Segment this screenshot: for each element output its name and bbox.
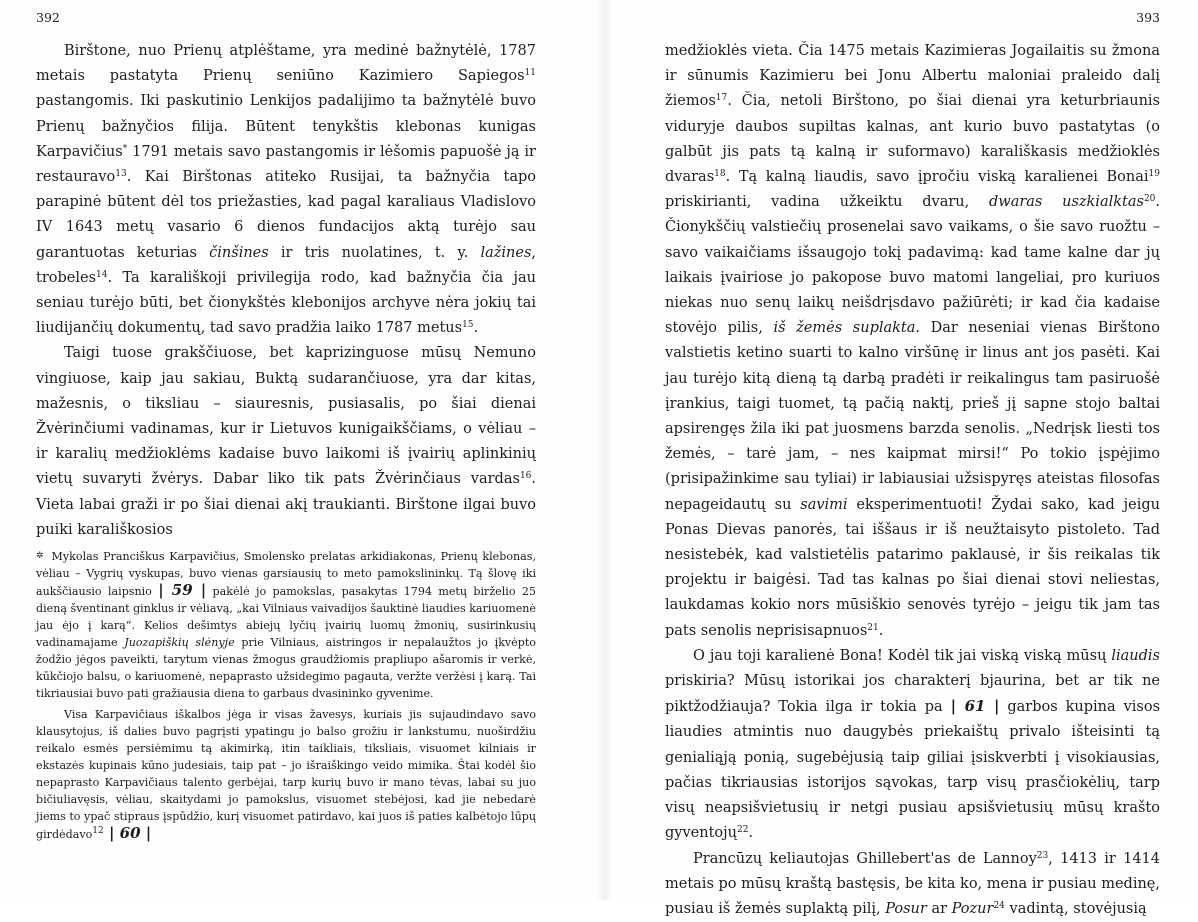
italic-text: Pozur [952, 901, 994, 917]
italic-text: liaudis [1111, 648, 1160, 664]
handwritten-page-mark: | 59 | [158, 581, 206, 599]
handwritten-page-mark: | 61 | [951, 697, 1000, 715]
text-run: . [879, 623, 884, 639]
text-run: 1791 metais savo pastangomis ir lėšomis papuošė ją ir restauravo [36, 144, 536, 185]
text-run: Visa Karpavičiaus iškalbos jėga ir visas žavesys, kuriais jis sujaudindavo savo klausytojus, iš dalies buvo pagrįsti ypatingu jo balso grožiu ir lankstumu, nuoširdžiu reikalo esmės persiėmimu tą akimirką, itin taikliais, tiksliais, visuomet kilniais ir ekstazės kupinais kūno judesiais, taip pat – jo išraiškingo veido mimika. Štai kodėl šio nepaprasto Karpavičiaus talento gerbėjai, tarp kurių buvo ir mano tėvas, labai su juo bičiuliavęsis, vėliau, skaitydami jo pamokslus, visuomet stebėjosi, kad jie nebedarė jiems to ypač stipraus įspūdžio, kurį visuomet patirdavo, kai juos iš paties kalbėtojo lūpų girdėdavo [36, 708, 536, 841]
text-run: pakėlė jo pamokslas, pasakytas 1794 metų birželio 25 dieną šventinant ginklus ir vėliavą, „kai Vilniaus vaivadijos šauktinė liaudies kariuomenė jau ėjo į karą“. Kelios dešimtys abiejų lyčių įvairių luomų žmonių, susirinkusių vadinamajame [36, 585, 536, 649]
right-body-text [665, 39, 1160, 922]
text-run: pastangomis. Iki paskutinio Lenkijos padalijimo ta bažnytėlė buvo Prienų bažnyčios filija. Būtent tenykštis klebonas kunigas Karpavičius [36, 93, 536, 159]
text-run: Birštone, nuo Prienų atplėštame, yra medinė bažnytėlė, 1787 metais pastatyta Prienų seniūno Kazimiero Sapiegos [36, 43, 536, 84]
footnote [36, 548, 536, 702]
book-gutter [595, 0, 613, 900]
text-run: vadintą, stovėjusią [1005, 901, 1147, 917]
italic-text: iš žemės suplakta [773, 320, 915, 336]
footnote-ref: 20 [1144, 194, 1155, 204]
footnote-ref: 12 [92, 826, 103, 836]
footnote-ref: 18 [714, 169, 725, 179]
text-run: eksperimentuoti! Žydai sako, kad jeigu Ponas Dievas panorės, tai iššaus ir iš neužtaisyto pistoleto. Tad nesistebėk, kad valstietėlis patarimo paklausė, ir šis reikalas tik projektu ir baigėsi. Tad tas kalnas po šiai dienai stovi neliestas, laukdamas kokio nors mūsiškio senovės tyrėjo – jeigu tik jam tas pats senolis neprisisapnuos [665, 497, 1160, 639]
text-run: . Dar neseniai vienas Birštono valstietis ketino suarti to kalno viršūnę ir linus ant jos pasėti. Kai jau turėjo kitą dieną tą darbą pradėti ir reikalingus tam pasiruošė įrankius, taigi tuomet, tą pačią naktį, prieš jį sapne stojo baltai apsirengęs žila iki pat juosmens barzda senolis. „Nedrįsk liesti tos žemės, – tarė jam, – nes kaipmat mirsi!“ Po tokio įspėjimo (prisipažinkime sau tyliai) ir labiausiai užsispyręs ateistas filosofas nepageidautų su [665, 320, 1160, 512]
paragraph [36, 39, 536, 341]
footnote-ref: 21 [867, 623, 878, 633]
text-run: medžioklės vieta. Čia 1475 metais Kazimieras Jogailaitis su žmona ir sūnumis Kazimieru bei Jonu Albertu maloniai praleido dalį žiemos [665, 43, 1160, 109]
left-page [36, 0, 536, 900]
italic-text: lažines [480, 245, 531, 261]
text-run: Taigi tuose grakščiuose, bet kaprizinguose mūsų Nemuno vingiuose, kaip jau sakiau, Buktą sudarančiuose, yra dar kitas, mažesnis, o tiksliau – siauresnis, pusiasalis, po šiai dienai Žvėrinčiumi vadinamas, kur ir Lietuvos kunigaikščiams, o vėliau – ir karalių medžioklėms kadaise buvo laikomi iš įvairių aplinkinių vietų suvaryti žvėrys. Dabar liko tik pats Žvėrinčiaus vardas [36, 345, 536, 487]
footnote-ref: 11 [525, 68, 536, 78]
text-run: , trobeles [36, 245, 536, 286]
footnote-ref: 19 [1149, 169, 1160, 179]
text-run: , 1413 ir 1414 metais po mūsų kraštą bastęsis, be kita ko, mena ir pusiau medinę, pusiau iš žemės suplaktą pilį, [665, 851, 1160, 917]
text-run: . Ta karališkoji privilegija rodo, kad bažnyčia čia jau seniau turėjo būti, bet čionykštės klebonijos archyve nėra jokių tai liudijančių dokumentų, tad savo pradžia laiko 1787 metus [36, 270, 536, 336]
footnote-ref: 23 [1037, 851, 1048, 861]
footnote-ref: 16 [520, 471, 531, 481]
footnote-ref: 15 [462, 320, 473, 330]
right-page [665, 0, 1160, 900]
text-run: . Kai Birštonas atiteko Rusijai, ta bažnyčia tapo parapinė būtent dėl tos priežasties, kad pagal karaliaus Vladislovo IV 1643 metų vasario 6 dienos fundacijos aktą turėjo sau garantuotas keturias [36, 169, 536, 261]
footnote-ref: 22 [737, 825, 748, 835]
text-run: . [474, 320, 479, 336]
text-run: prie Vilniaus, aistringos ir nepalaužtos jo įkvėpto žodžio jėgos paveikti, tarytum vienas žmogus graudžiomis prapliupo ašaromis ir verkė, kūkčiojo balsu, o kariuomenė, nepaprasto užsidegimo pagauta, veržte veržėsi į karą. Tai tikriausiai buvo pati gražiausia diena to garbaus dvasininko gyvenime. [36, 636, 536, 700]
handwritten-page-mark: | 60 | [104, 824, 151, 842]
footnote-marker-icon: ✲ [36, 551, 44, 561]
footnote-ref: 17 [716, 93, 727, 103]
text-run: . Vieta labai graži ir po šiai dienai akį traukianti. Birštone ilgai buvo puiki karališkosios [36, 471, 536, 537]
text-run: ir tris nuolatines, t. y. [269, 245, 481, 261]
text-run: . [748, 825, 753, 841]
footnote-ref: * [123, 144, 128, 154]
footnotes [36, 548, 536, 843]
text-run: . Čionykščių valstiečių prosenelai savo vaikams, o šie savo ruožtu – savo vaikaičiams išsaugojo tokį padavimą: kad tame kalne dar jų laikais įvairiose jo pakopose buvo matomi langeliai, pro kuriuos niekas nuo senų laikų neišdrįsdavo pažiūrėti; ir kad čia kadaise stovėjo pilis, [665, 194, 1160, 336]
paragraph [665, 847, 1160, 922]
footnote-ref: 14 [96, 270, 107, 280]
page-number-left: 392 [36, 10, 60, 25]
text-run: ar [927, 901, 952, 917]
paragraph [665, 39, 1160, 644]
footnote-continued [36, 706, 536, 843]
italic-text: Juozapiškių slėnyje [124, 636, 234, 649]
page-number-right: 393 [1136, 10, 1160, 25]
text-run: priskirianti, vadina užkeiktu dvaru, [665, 194, 989, 210]
footnote-ref: 24 [993, 901, 1004, 911]
paragraph [665, 644, 1160, 847]
text-run: . Čia, netoli Birštono, po šiai dienai yra keturbriaunis viduryje daubos supiltas kalnas, ant kurio buvo pastatytas (o galbūt jis pats tą kalną ir suformavo) karališkasis medžioklės dvaras [665, 93, 1160, 185]
italic-text: Posur [885, 901, 927, 917]
italic-text: savimi [800, 497, 847, 513]
text-run: O jau toji karalienė Bona! Kodėl tik jai viską viską mūsų [693, 648, 1111, 664]
paragraph [36, 341, 536, 543]
italic-text: dwaras uszkialktas [989, 194, 1144, 210]
left-body-text [36, 39, 536, 543]
text-run: priskiria? Mūsų istorikai jos charakterį bjaurina, bet ar tik ne piktžodžiauja? Tokia ilga ir tokia pa [665, 673, 1160, 715]
footnote-ref: 13 [115, 169, 126, 179]
text-run: . Tą kalną liaudis, savo įpročiu viską karalienei Bonai [726, 169, 1149, 185]
footnote-text [36, 550, 536, 700]
text-run: Mykolas Pranciškus Karpavičius, Smolensko prelatas arkidiakonas, Prienų klebonas, vėliau – Vygrių vyskupas, buvo vienas garsiausių to meto pamokslininkų. Tą šlovę iki aukščiausio laipsnio [36, 550, 536, 598]
italic-text: činšines [209, 245, 269, 261]
text-run: Prancūzų keliautojas Ghillebert'as de Lannoy [693, 851, 1037, 867]
text-run: garbos kupina visos liaudies atmintis nuo daugybės priekaištų privalo išteisinti tą genialiąją ponią, sugebėjusią taip giliai įsiskverbti į visokiausias, pačias tikriausias istorijos sąvokas, tarp visų prasčiokėlių, tarp visų neapsišvietusių ir netgi pusiau apsišvietusių mūsų krašto gyventojų [665, 699, 1160, 841]
